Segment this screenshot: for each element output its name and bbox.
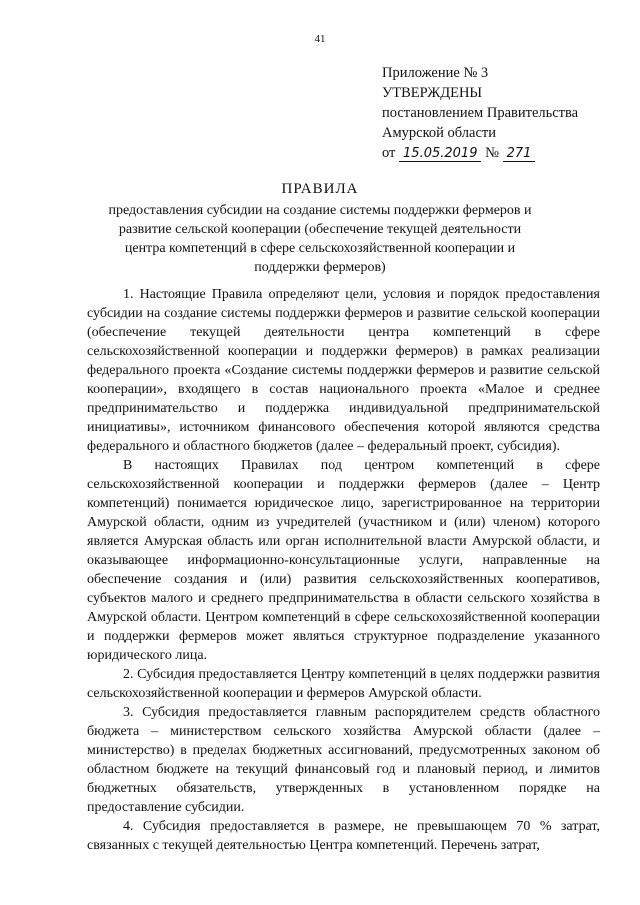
document-title: ПРАВИЛА xyxy=(281,181,359,197)
paragraph-4: 4. Субсидия предоставляется в размере, не превышающем 70 % затрат, связанных с текущей деятельностью Центра компетенций. Перечень затрат, xyxy=(87,819,600,853)
number-prefix: № xyxy=(485,145,499,161)
handwritten-number: 271 xyxy=(503,147,536,162)
page-number: 41 xyxy=(314,33,326,45)
handwritten-date: 15.05.2019 xyxy=(399,147,481,162)
approved-label: УТВЕРЖДЕНЫ xyxy=(382,85,483,101)
resolution-label: постановлением Правительства xyxy=(382,105,579,121)
document-subtitle: предоставления субсидии на создание системы поддержки фермеров и развитие сельской кооперации (обеспечение текущей деятельности центра компетенций в сфере сельскохозяйственной кооперации и поддержки фермеров) xyxy=(108,203,532,275)
paragraph-3: 3. Субсидия предоставляется главным распорядителем средств областного бюджета – министерством сельского хозяйства Амурской области (далее – министерство) в пределах бюджетных ассигнований, предусмотренных законом об областном бюджете на текущий финансовый год и плановый период, и лимитов бюджетных обязательств, утвержденных в установленном порядке на предоставление субсидии. xyxy=(87,705,600,815)
paragraph-definition: В настоящих Правилах под центром компетенций в сфере сельскохозяйственной кооперации и поддержки фермеров (далее – Центр компетенций) понимается юридическое лицо, зарегистрированное на территории Амурской области, одним из учредителей (участником и (или) членом) которого является Амурская область или орган исполнительной власти Амурской области, и оказывающее информационно-консультационные услуги, направленные на обеспечение создания и (или) развития сельскохозяйственных кооперативов, субъектов малого и среднего предпринимательства в области сельского хозяйства в Амурской области. Центром компетенций в сфере сельскохозяйственной кооперации и поддержки фермеров может являться структурное подразделение указанного юридического лица. xyxy=(87,458,600,663)
appendix-label: Приложение № 3 xyxy=(382,65,489,81)
paragraph-2: 2. Субсидия предоставляется Центру компетенций в целях поддержки развития сельскохозяйственной кооперации и фермеров Амурской области. xyxy=(87,667,600,701)
approval-date-line xyxy=(382,143,578,163)
paragraph-1: 1. Настоящие Правила определяют цели, условия и порядок предоставления субсидии на создание системы поддержки фермеров и развитие сельской кооперации (обеспечение текущей деятельности центра компетенций в сфере сельскохозяйственной кооперации и поддержки фермеров) в рамках реализации федерального проекта «Создание системы поддержки фермеров и развитие сельской кооперации», входящего в состав национального проекта «Малое и среднее предпринимательство и поддержка индивидуальной предпринимательской инициативы», источником финансового обеспечения которой являются средства федерального и областного бюджетов (далее – федеральный проект, субсидия). xyxy=(87,287,600,454)
document-body xyxy=(87,285,600,855)
region-label: Амурской области xyxy=(382,125,496,141)
date-prefix: от xyxy=(382,145,396,161)
approval-block xyxy=(382,63,578,163)
